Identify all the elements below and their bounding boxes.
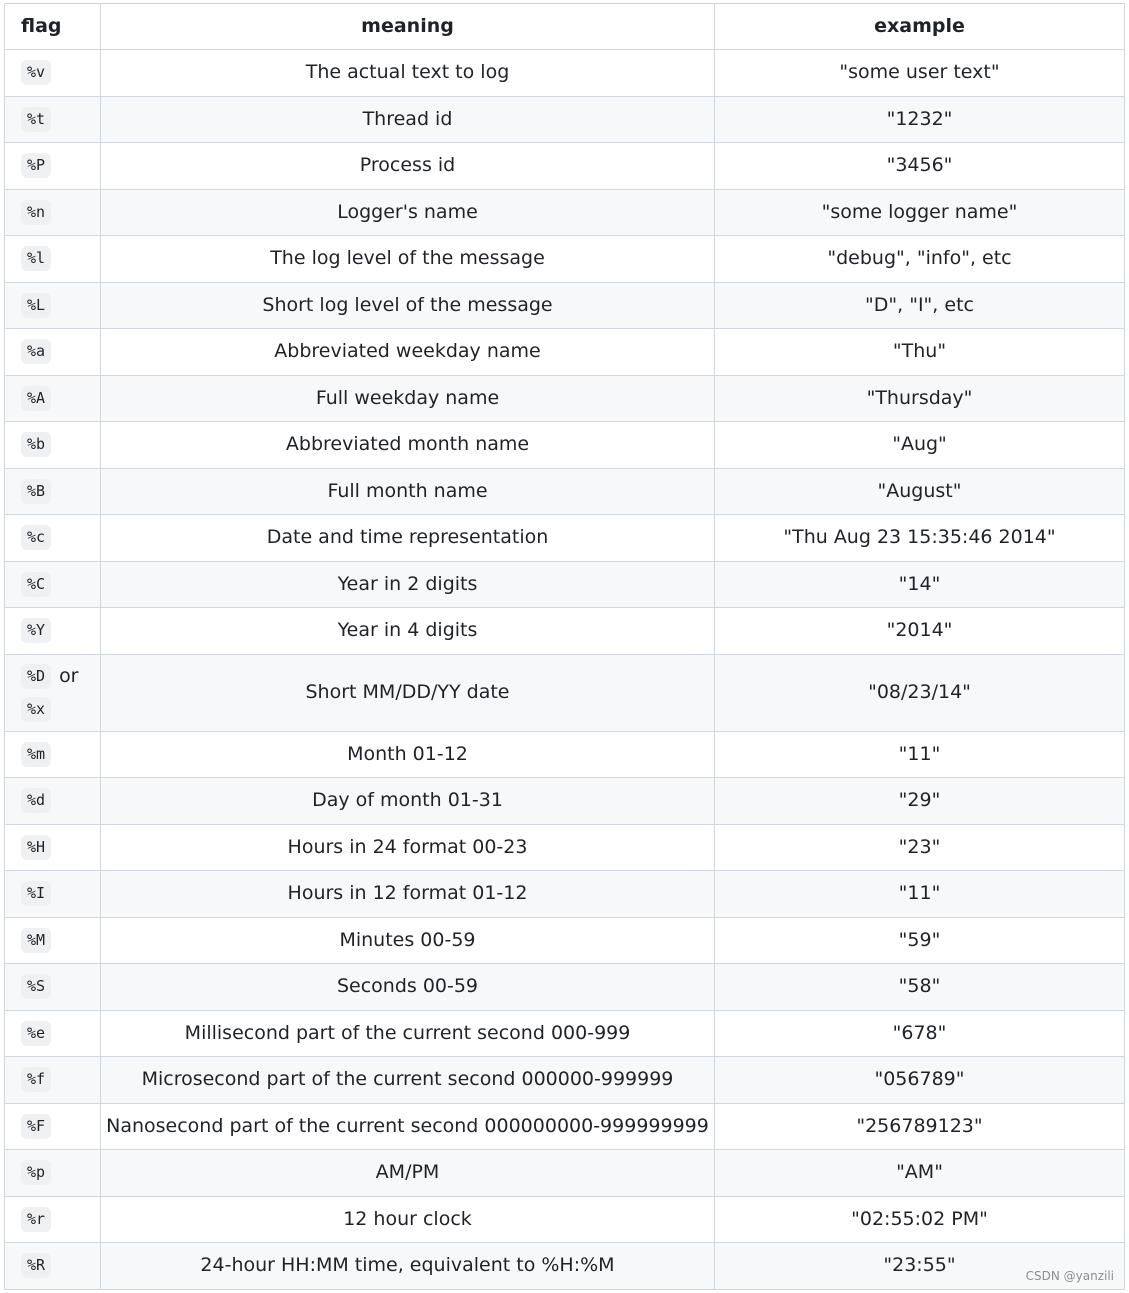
meaning-cell: Logger's name — [101, 189, 715, 236]
meaning-cell: Year in 4 digits — [101, 608, 715, 655]
table-row — [5, 731, 1125, 778]
table-body — [5, 50, 1125, 1290]
flag-code: %C — [21, 572, 51, 597]
flag-cell — [5, 1103, 101, 1150]
example-cell: "11" — [715, 871, 1125, 918]
flag-cell — [5, 1010, 101, 1057]
meaning-cell: Hours in 24 format 00-23 — [101, 824, 715, 871]
meaning-cell: 24-hour HH:MM time, equivalent to %H:%M — [101, 1243, 715, 1290]
flag-code: %t — [21, 107, 51, 132]
flag-code: %e — [21, 1021, 51, 1046]
meaning-cell: Process id — [101, 143, 715, 190]
meaning-cell: The log level of the message — [101, 236, 715, 283]
flag-or-text: or — [59, 664, 79, 687]
flag-code: %M — [21, 928, 51, 953]
flag-code: %R — [21, 1253, 51, 1278]
flag-cell — [5, 561, 101, 608]
flag-cell — [5, 50, 101, 97]
table-row — [5, 50, 1125, 97]
meaning-cell: Full weekday name — [101, 375, 715, 422]
meaning-column-header: meaning — [101, 4, 715, 50]
table-row — [5, 422, 1125, 469]
example-cell: "D", "I", etc — [715, 282, 1125, 329]
flag-code: %D — [21, 664, 51, 689]
example-cell: "23" — [715, 824, 1125, 871]
example-cell: "Thursday" — [715, 375, 1125, 422]
meaning-cell: 12 hour clock — [101, 1196, 715, 1243]
example-cell: "29" — [715, 778, 1125, 825]
table-row — [5, 1103, 1125, 1150]
table-row — [5, 654, 1125, 731]
flag-cell — [5, 917, 101, 964]
flag-code: %P — [21, 153, 51, 178]
flag-code: %d — [21, 788, 51, 813]
example-cell: "debug", "info", etc — [715, 236, 1125, 283]
meaning-cell: Day of month 01-31 — [101, 778, 715, 825]
meaning-cell: Full month name — [101, 468, 715, 515]
meaning-cell: Millisecond part of the current second 000-999 — [101, 1010, 715, 1057]
example-cell: "Thu" — [715, 329, 1125, 376]
meaning-cell: Microsecond part of the current second 000000-999999 — [101, 1057, 715, 1104]
meaning-cell: Short MM/DD/YY date — [101, 654, 715, 731]
example-cell: "2014" — [715, 608, 1125, 655]
meaning-cell: Seconds 00-59 — [101, 964, 715, 1011]
flag-cell — [5, 731, 101, 778]
flag-cell — [5, 1243, 101, 1290]
flag-cell — [5, 189, 101, 236]
example-cell: "some user text" — [715, 50, 1125, 97]
flag-cell — [5, 329, 101, 376]
meaning-cell: AM/PM — [101, 1150, 715, 1197]
flag-code: %S — [21, 974, 51, 999]
meaning-cell: Thread id — [101, 96, 715, 143]
table-row — [5, 236, 1125, 283]
flag-code: %f — [21, 1067, 51, 1092]
example-cell: "1232" — [715, 96, 1125, 143]
meaning-cell: The actual text to log — [101, 50, 715, 97]
meaning-cell: Year in 2 digits — [101, 561, 715, 608]
flag-cell — [5, 143, 101, 190]
table-row — [5, 282, 1125, 329]
example-column-header: example — [715, 4, 1125, 50]
flag-code: %b — [21, 432, 51, 457]
flag-cell — [5, 1150, 101, 1197]
table-row — [5, 917, 1125, 964]
table-row — [5, 871, 1125, 918]
flag-code: %m — [21, 742, 51, 767]
flag-cell — [5, 515, 101, 562]
example-cell: "02:55:02 PM" — [715, 1196, 1125, 1243]
table-row — [5, 468, 1125, 515]
example-cell: "056789" — [715, 1057, 1125, 1104]
meaning-cell: Hours in 12 format 01-12 — [101, 871, 715, 918]
flag-column-header: flag — [5, 4, 101, 50]
flag-code: %v — [21, 60, 51, 85]
flag-cell — [5, 236, 101, 283]
example-cell: "256789123" — [715, 1103, 1125, 1150]
table-row — [5, 1057, 1125, 1104]
example-cell: "August" — [715, 468, 1125, 515]
flag-code-alt: %x — [21, 697, 51, 722]
table-row — [5, 561, 1125, 608]
table-row — [5, 964, 1125, 1011]
example-cell: "3456" — [715, 143, 1125, 190]
flag-code: %A — [21, 386, 51, 411]
flag-code: %r — [21, 1207, 51, 1232]
example-cell: "AM" — [715, 1150, 1125, 1197]
meaning-cell: Nanosecond part of the current second 000000000-999999999 — [101, 1103, 715, 1150]
example-cell: "08/23/14" — [715, 654, 1125, 731]
watermark: CSDN @yanzili — [1025, 1269, 1114, 1283]
table-row — [5, 515, 1125, 562]
header-row — [5, 4, 1125, 50]
table-row — [5, 96, 1125, 143]
example-cell: "58" — [715, 964, 1125, 1011]
flag-cell — [5, 422, 101, 469]
table-row — [5, 189, 1125, 236]
flag-code: %l — [21, 246, 51, 271]
flag-code: %p — [21, 1160, 51, 1185]
example-cell: "Aug" — [715, 422, 1125, 469]
flag-code: %L — [21, 293, 51, 318]
table-row — [5, 375, 1125, 422]
table-row — [5, 778, 1125, 825]
flag-cell — [5, 778, 101, 825]
flag-cell — [5, 654, 101, 731]
flag-cell — [5, 1057, 101, 1104]
flags-table-container — [4, 3, 1124, 1290]
example-cell: "Thu Aug 23 15:35:46 2014" — [715, 515, 1125, 562]
flag-cell — [5, 375, 101, 422]
flag-cell — [5, 96, 101, 143]
flag-code: %a — [21, 339, 51, 364]
flag-cell — [5, 1196, 101, 1243]
example-cell: "11" — [715, 731, 1125, 778]
meaning-cell: Minutes 00-59 — [101, 917, 715, 964]
flag-code: %F — [21, 1114, 51, 1139]
table-row — [5, 1196, 1125, 1243]
flag-cell — [5, 282, 101, 329]
table-row — [5, 1243, 1125, 1290]
flag-code: %c — [21, 525, 51, 550]
table-row — [5, 1150, 1125, 1197]
flag-code: %I — [21, 881, 51, 906]
table-header — [5, 4, 1125, 50]
table-row — [5, 608, 1125, 655]
table-row — [5, 1010, 1125, 1057]
flag-code: %n — [21, 200, 51, 225]
flag-cell — [5, 824, 101, 871]
meaning-cell: Abbreviated month name — [101, 422, 715, 469]
table-row — [5, 824, 1125, 871]
meaning-cell: Short log level of the message — [101, 282, 715, 329]
flag-cell — [5, 964, 101, 1011]
flag-cell — [5, 468, 101, 515]
table-row — [5, 143, 1125, 190]
flag-cell — [5, 871, 101, 918]
meaning-cell: Abbreviated weekday name — [101, 329, 715, 376]
flag-code: %B — [21, 479, 51, 504]
flag-code: %Y — [21, 618, 51, 643]
example-cell: "59" — [715, 917, 1125, 964]
flag-cell — [5, 608, 101, 655]
table-row — [5, 329, 1125, 376]
flags-table — [4, 3, 1125, 1290]
example-cell: "23:55" — [715, 1243, 1125, 1290]
flag-code: %H — [21, 835, 51, 860]
example-cell: "some logger name" — [715, 189, 1125, 236]
meaning-cell: Month 01-12 — [101, 731, 715, 778]
meaning-cell: Date and time representation — [101, 515, 715, 562]
example-cell: "14" — [715, 561, 1125, 608]
example-cell: "678" — [715, 1010, 1125, 1057]
